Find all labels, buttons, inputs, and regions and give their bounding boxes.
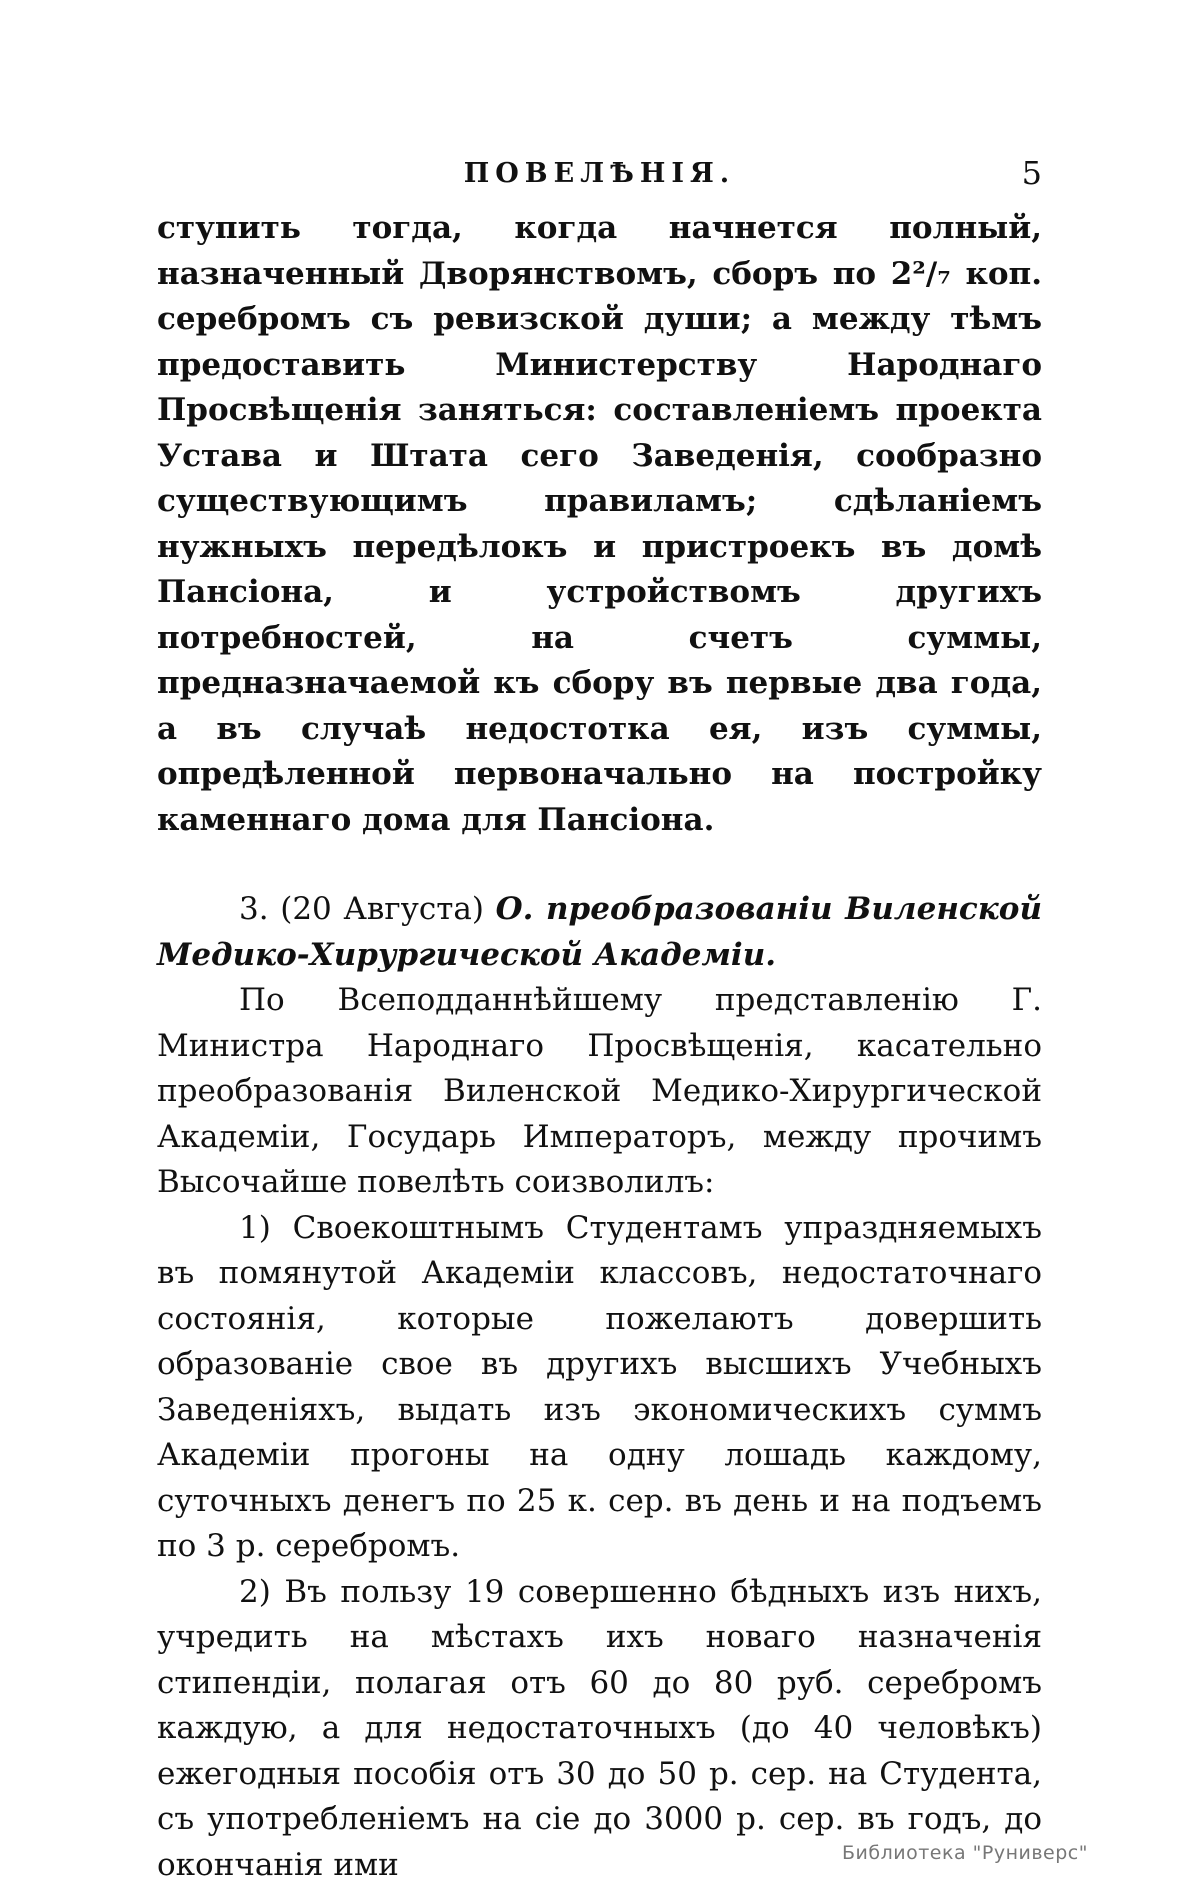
running-title: ПОВЕЛѢНІЯ. xyxy=(157,158,1042,189)
intro-paragraph: По Всеподданнѣйшему представленію Г. Министра Народнаго Просвѣщенія, касательно преобразованія Виленской Медико-Хирургической Академіи, Государь Императоръ, между прочимъ Высочайше повелѣть соизволилъ: xyxy=(157,978,1042,1206)
decree-heading xyxy=(157,887,1042,978)
page-number: 5 xyxy=(1022,154,1042,192)
book-page xyxy=(157,150,1042,1888)
continuation-paragraph: ступить тогда, когда начнется полный, назначенный Дворянствомъ, сборъ по 2²/₇ коп. серебромъ съ ревизской души; а между тѣмъ предоставить Министерству Народнаго Просвѣщенія заняться: составленіемъ проекта Устава и Штата сего Заведенія, сообразно существующимъ правиламъ; сдѣланіемъ нужныхъ передѣлокъ и пристроекъ въ домѣ Пансіона, и устройствомъ другихъ потребностей, на счетъ суммы, предназначаемой къ сбору въ первые два года, а въ случаѣ недостотка ея, изъ суммы, опредѣленной первоначально на постройку каменнаго дома для Пансіона. xyxy=(157,206,1042,843)
decree-number-date: 3. (20 Августа) xyxy=(239,891,484,927)
library-watermark: Библиотека "Руниверс" xyxy=(842,1842,1088,1864)
decree-title: О. преобразованіи Виленской Медико-Хирургической Академіи. xyxy=(157,891,1042,973)
item-1-paragraph: 1) Своекоштнымъ Студентамъ упраздняемыхъ въ помянутой Академіи классовъ, недостаточнаго состоянія, которые пожелаютъ довершить образованіе свое въ другихъ высшихъ Учебныхъ Заведеніяхъ, выдать изъ экономическихъ суммъ Академіи прогоны на одну лошадь каждому, суточныхъ денегъ по 25 к. сер. въ день и на подъемъ по 3 р. серебромъ. xyxy=(157,1206,1042,1570)
running-header xyxy=(157,150,1042,202)
item-2-paragraph: 2) Въ пользу 19 совершенно бѣдныхъ изъ нихъ, учредить на мѣстахъ ихъ новаго назначенія стипендіи, полагая отъ 60 до 80 руб. серебромъ каждую, а для недостаточныхъ (до 40 человѣкъ) ежегодныя пособія отъ 30 до 50 р. сер. на Студента, съ употребленіемъ на сіе до 3000 р. сер. въ годъ, до окончанія ими xyxy=(157,1570,1042,1888)
